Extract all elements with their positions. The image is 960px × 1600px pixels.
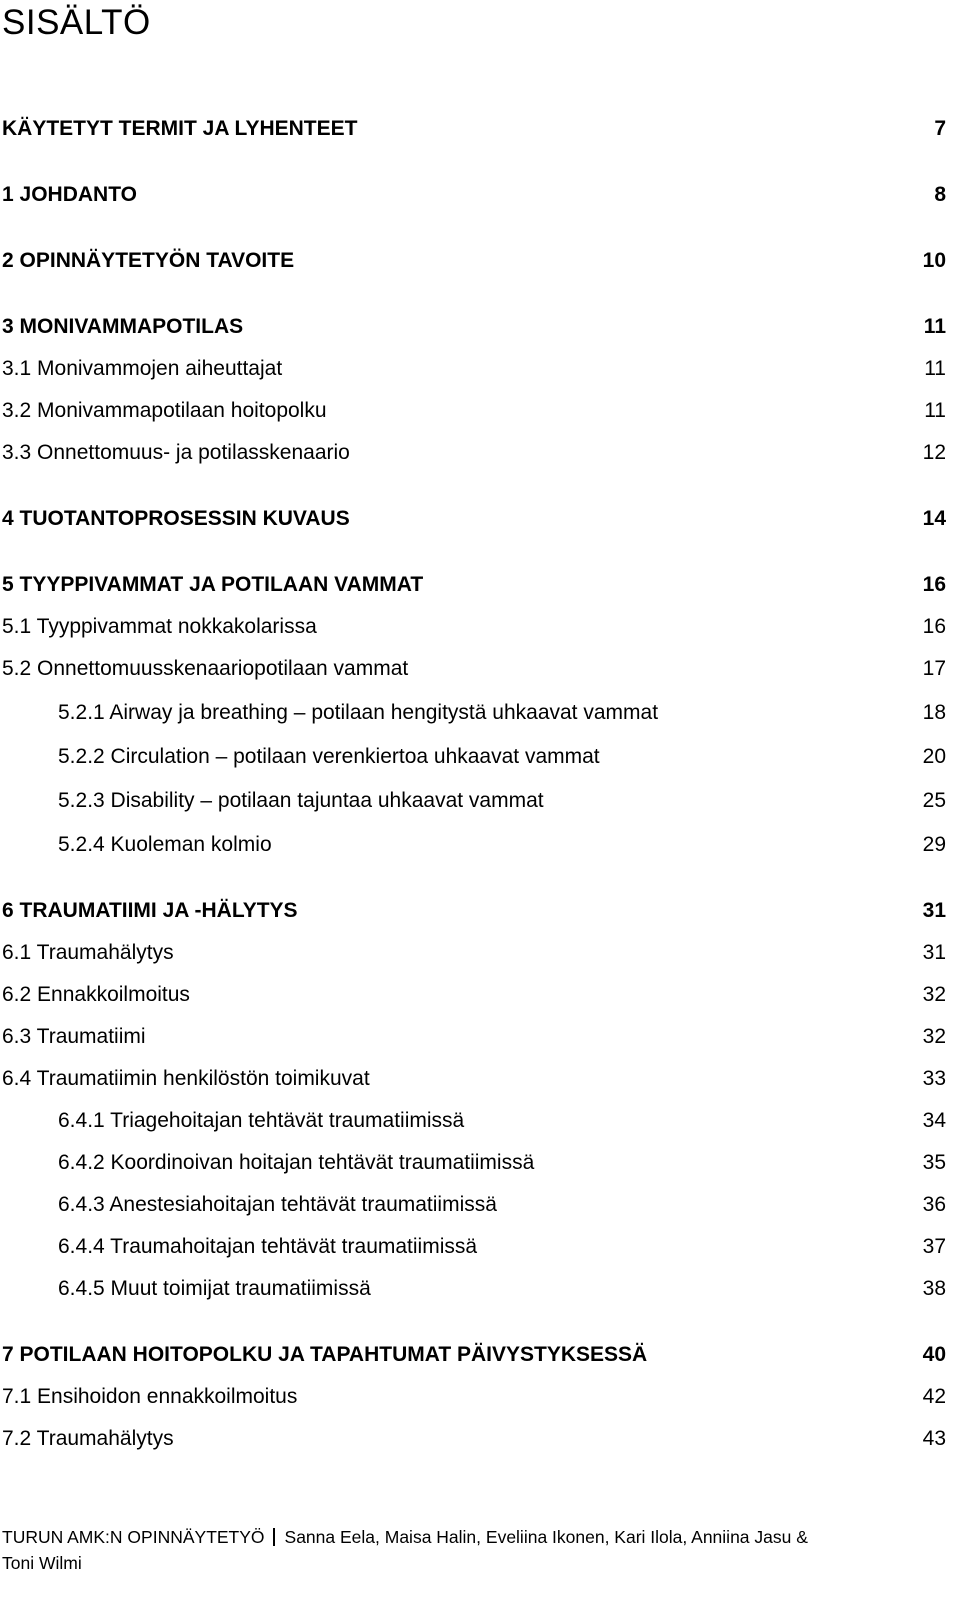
toc-entry[interactable] [0,1190,946,1220]
toc-entry[interactable] [0,938,946,968]
page-footer [2,1524,946,1576]
toc-entry-page-number: 20 [922,745,946,768]
footer-authors: Sanna Eela, Maisa Halin, Eveliina Ikonen, Kari Ilola, Anniina Jasu & [284,1527,808,1547]
toc-entry-label: 5.2.3 Disability – potilaan tajuntaa uhkaavat vammat [58,789,544,812]
toc-entry-label: 7.2 Traumahälytys [2,1427,174,1450]
toc-entry-page-number: 40 [922,1343,946,1366]
page-title: SISÄLTÖ [2,3,151,42]
toc-entry-page-number: 8 [934,183,946,206]
toc-entry[interactable] [0,612,946,642]
toc-entry[interactable] [0,1148,946,1178]
toc-entry-page-number: 12 [922,441,946,464]
toc-entry-label: 6.1 Traumahälytys [2,941,174,964]
toc-entry-page-number: 32 [922,1025,946,1048]
toc-entry[interactable] [0,246,946,276]
toc-entry-label: 3.1 Monivammojen aiheuttajat [2,357,283,380]
toc-entry-page-number: 29 [922,833,946,856]
toc-entry[interactable] [0,354,946,384]
toc-entry-label: 6.4.3 Anestesiahoitajan tehtävät traumatiimissä [58,1193,497,1216]
toc-entry-page-number: 11 [924,399,946,422]
toc-entry[interactable] [0,698,946,728]
toc-entry-page-number: 31 [922,941,946,964]
toc-entry[interactable] [0,1424,946,1454]
toc-entry-page-number: 32 [922,983,946,1006]
toc-entry[interactable] [0,1274,946,1304]
toc-entry-label: 5 TYYPPIVAMMAT JA POTILAAN VAMMAT [2,573,424,596]
toc-entry[interactable] [0,438,946,468]
toc-entry-page-number: 37 [922,1235,946,1258]
toc-entry[interactable] [0,180,946,210]
toc-entry-page-number: 10 [922,249,946,272]
toc-entry-label: 5.1 Tyyppivammat nokkakolarissa [2,615,317,638]
toc-entry[interactable] [0,830,946,860]
toc-entry[interactable] [0,742,946,772]
footer-line-2 [2,1550,946,1576]
toc-entry[interactable] [0,896,946,926]
toc-entry[interactable] [0,654,946,684]
toc-entry-page-number: 25 [922,789,946,812]
footer-line-1 [2,1524,946,1550]
toc-entry-label: 5.2.4 Kuoleman kolmio [58,833,272,856]
toc-entry-label: 5.2 Onnettomuusskenaariopotilaan vammat [2,657,409,680]
toc-entry-page-number: 36 [922,1193,946,1216]
toc-entry-label: 3.2 Monivammapotilaan hoitopolku [2,399,327,422]
toc-entry[interactable] [0,1340,946,1370]
toc-entry[interactable] [0,396,946,426]
toc-entry-label: 7.1 Ensihoidon ennakkoilmoitus [2,1385,298,1408]
toc-entry[interactable] [0,312,946,342]
toc-entry[interactable] [0,1022,946,1052]
toc-entry[interactable] [0,1382,946,1412]
toc-entry-page-number: 42 [922,1385,946,1408]
toc-entry[interactable] [0,1064,946,1094]
toc-entry-label: 5.2.1 Airway ja breathing – potilaan hengitystä uhkaavat vammat [58,701,659,724]
footer-divider [273,1528,275,1546]
toc-entry-label: 4 TUOTANTOPROSESSIN KUVAUS [2,507,350,530]
footer-authors-continued: Toni Wilmi [2,1553,82,1573]
toc-entry[interactable] [0,114,946,144]
toc-entry-label: 6.4.4 Traumahoitajan tehtävät traumatiimissä [58,1235,478,1258]
toc-entry-label: 6.4.2 Koordinoivan hoitajan tehtävät traumatiimissä [58,1151,535,1174]
toc-entry-label: 3 MONIVAMMAPOTILAS [2,315,244,338]
toc-entry-page-number: 31 [922,899,946,922]
toc-entry-label: 6.4.5 Muut toimijat traumatiimissä [58,1277,371,1300]
toc-entry-page-number: 7 [934,117,946,140]
toc-entry-label: 6.4 Traumatiimin henkilöstön toimikuvat [2,1067,370,1090]
toc-entry-page-number: 35 [922,1151,946,1174]
toc-entry[interactable] [0,980,946,1010]
toc-entry-page-number: 11 [924,357,946,380]
toc-entry-page-number: 34 [922,1109,946,1132]
toc-entry-page-number: 11 [923,315,946,338]
toc-entry-label: KÄYTETYT TERMIT JA LYHENTEET [2,117,358,140]
toc-entry-page-number: 16 [922,573,946,596]
toc-entry-page-number: 18 [922,701,946,724]
toc-entry-page-number: 17 [922,657,946,680]
toc-entry-page-number: 33 [922,1067,946,1090]
toc-entry-page-number: 16 [922,615,946,638]
toc-entry[interactable] [0,570,946,600]
toc-entry-page-number: 14 [922,507,946,530]
toc-entry-label: 3.3 Onnettomuus- ja potilasskenaario [2,441,350,464]
toc-entry-page-number: 43 [922,1427,946,1450]
toc-entry-label: 2 OPINNÄYTETYÖN TAVOITE [2,249,295,272]
toc-entry-label: 6.2 Ennakkoilmoitus [2,983,190,1006]
toc-entry-label: 6.4.1 Triagehoitajan tehtävät traumatiimissä [58,1109,465,1132]
toc-entry-label: 5.2.2 Circulation – potilaan verenkiertoa uhkaavat vammat [58,745,600,768]
toc-entry[interactable] [0,786,946,816]
toc-entry[interactable] [0,1232,946,1262]
toc-entry[interactable] [0,1106,946,1136]
toc-entry-label: 6 TRAUMATIIMI JA -HÄLYTYS [2,899,298,922]
toc-entry-label: 1 JOHDANTO [2,183,137,206]
toc-entry-page-number: 38 [922,1277,946,1300]
toc-entry[interactable] [0,504,946,534]
toc-entry-label: 7 POTILAAN HOITOPOLKU JA TAPAHTUMAT PÄIVYSTYKSESSÄ [2,1343,648,1366]
footer-institution: TURUN AMK:N OPINNÄYTETYÖ [2,1527,265,1547]
toc-entry-label: 6.3 Traumatiimi [2,1025,146,1048]
